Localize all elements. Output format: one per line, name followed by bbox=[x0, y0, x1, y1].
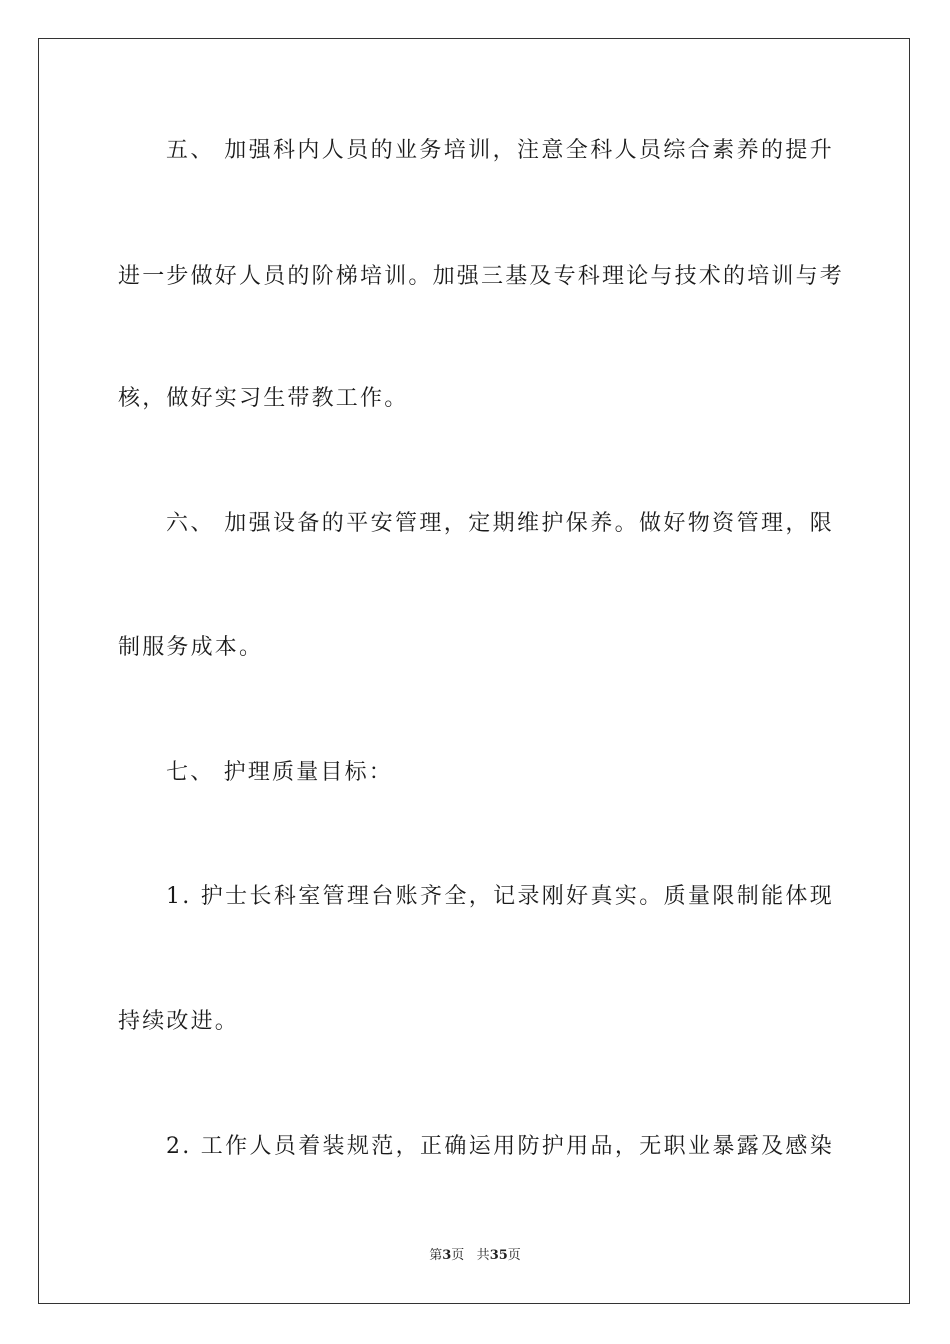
page-border bbox=[38, 38, 910, 1304]
paragraph-line: 2. 工作人员着装规范，正确运用防护用品，无职业暴露及感染 bbox=[166, 1134, 834, 1159]
page-number: 3 bbox=[442, 1248, 452, 1263]
paragraph-line: 制服务成本。 bbox=[118, 635, 264, 660]
paragraph-line: 1. 护士长科室管理台账齐全，记录刚好真实。质量限制能体现 bbox=[166, 884, 834, 909]
total-suffix: 页 bbox=[507, 1248, 521, 1263]
page-footer bbox=[0, 1247, 950, 1265]
paragraph-line: 持续改进。 bbox=[118, 1009, 240, 1034]
total-prefix: 共 bbox=[476, 1248, 490, 1263]
total-pages: 35 bbox=[489, 1248, 508, 1263]
paragraph-line: 五、 加强科内人员的业务培训，注意全科人员综合素养的提升 bbox=[166, 138, 834, 163]
paragraph-line: 七、 护理质量目标： bbox=[166, 760, 393, 785]
paragraph-line: 核，做好实习生带教工作。 bbox=[118, 386, 409, 411]
page-suffix: 页 bbox=[451, 1248, 465, 1263]
paragraph-line: 六、 加强设备的平安管理，定期维护保养。做好物资管理，限 bbox=[166, 511, 834, 536]
page-prefix: 第 bbox=[429, 1248, 443, 1263]
paragraph-line: 进一步做好人员的阶梯培训。加强三基及专科理论与技术的培训与考 bbox=[118, 264, 845, 289]
